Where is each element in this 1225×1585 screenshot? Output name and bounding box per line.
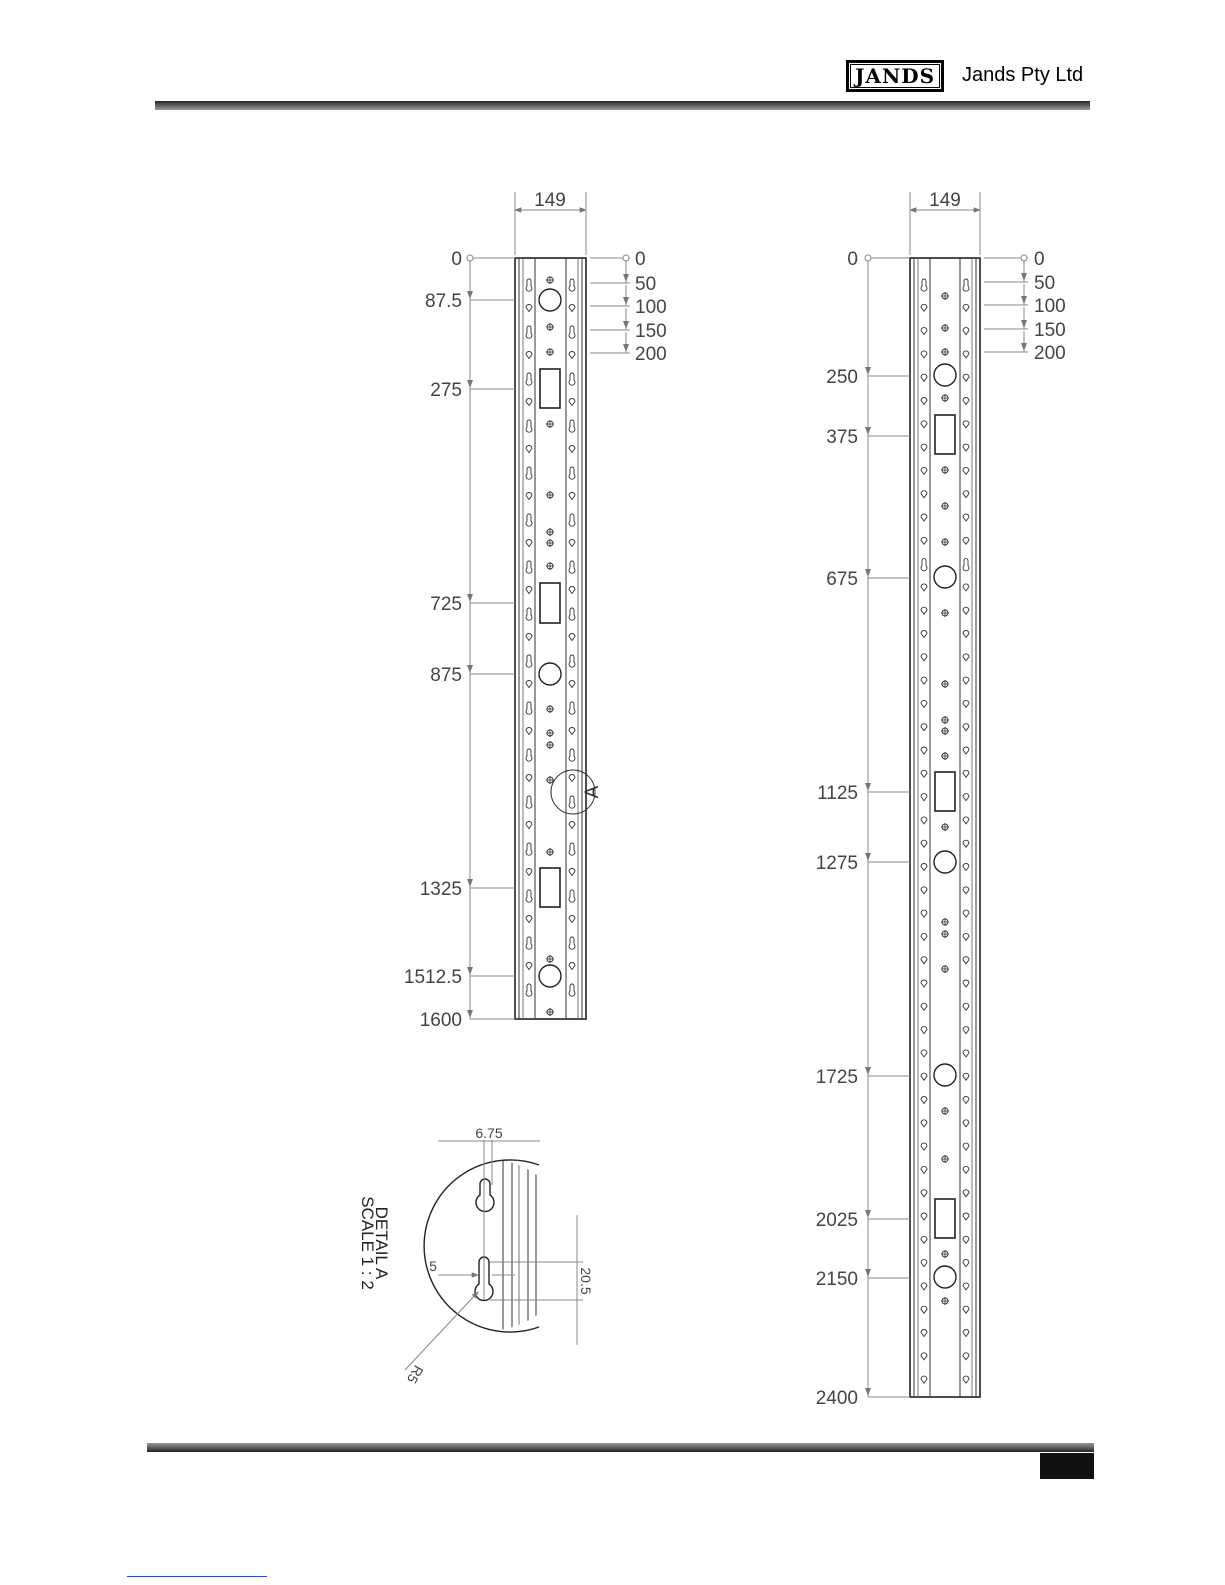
detail-title: DETAIL A bbox=[372, 1206, 391, 1280]
detail-dim-right: 20.5 bbox=[578, 1267, 594, 1295]
mounting-slot bbox=[569, 279, 575, 291]
dimension-label: 50 bbox=[1034, 273, 1056, 294]
width-label: 149 bbox=[534, 190, 566, 211]
mounting-slot bbox=[526, 467, 532, 479]
mounting-slot bbox=[921, 279, 927, 291]
dimension-label: 100 bbox=[1034, 296, 1066, 317]
dimension-label: 2025 bbox=[815, 1210, 858, 1231]
mounting-slot bbox=[569, 796, 575, 808]
mounting-slot bbox=[569, 467, 575, 479]
detail-scale: SCALE 1 : 2 bbox=[358, 1196, 377, 1290]
dimension-label: 1725 bbox=[815, 1067, 858, 1088]
mounting-slot bbox=[569, 608, 575, 620]
mounting-slot bbox=[569, 373, 575, 385]
mounting-slot bbox=[569, 420, 575, 432]
mounting-slot bbox=[526, 937, 532, 949]
detail-dim-top: 6.75 bbox=[475, 1125, 503, 1141]
mounting-slot bbox=[569, 561, 575, 573]
mounting-slot bbox=[526, 890, 532, 902]
detail-a bbox=[358, 1125, 594, 1386]
mounting-slot bbox=[569, 843, 575, 855]
dimension-label: 0 bbox=[635, 249, 646, 270]
dimension-label: 1125 bbox=[817, 783, 858, 804]
mounting-slot bbox=[526, 420, 532, 432]
mounting-slot bbox=[569, 702, 575, 714]
dimension-label: 1275 bbox=[815, 853, 858, 874]
mounting-slot bbox=[569, 655, 575, 667]
mounting-slot bbox=[569, 514, 575, 526]
footer-rule bbox=[147, 1443, 1094, 1452]
mounting-slot bbox=[526, 373, 532, 385]
dimension-label: 50 bbox=[635, 274, 657, 295]
dimension-label: 150 bbox=[1034, 320, 1066, 341]
dimension-label: 375 bbox=[826, 427, 858, 448]
dimension-label: 100 bbox=[635, 297, 667, 318]
dimension-label: 200 bbox=[635, 344, 667, 365]
mounting-slot bbox=[963, 559, 969, 571]
footer-link-underline bbox=[127, 1576, 267, 1577]
mounting-slot bbox=[526, 608, 532, 620]
dimension-label: 150 bbox=[635, 321, 667, 342]
mounting-slot bbox=[526, 796, 532, 808]
dimension-label: 875 bbox=[430, 665, 462, 686]
width-label-right: 149 bbox=[929, 190, 961, 211]
mounting-slot bbox=[569, 749, 575, 761]
mounting-slot bbox=[526, 514, 532, 526]
dimension-label: 1325 bbox=[419, 879, 462, 900]
dimension-label: 2400 bbox=[815, 1388, 858, 1409]
dimension-label: 0 bbox=[1034, 249, 1045, 270]
detail-dim-radius: R5 bbox=[403, 1362, 427, 1387]
mounting-slot bbox=[526, 279, 532, 291]
mounting-slot bbox=[569, 937, 575, 949]
dimension-label: 675 bbox=[826, 569, 858, 590]
dimension-label: 0 bbox=[451, 249, 462, 270]
mounting-slot bbox=[569, 984, 575, 996]
mounting-slot bbox=[921, 559, 927, 571]
dimension-label: 200 bbox=[1034, 343, 1066, 364]
dimension-label: 87.5 bbox=[425, 291, 462, 312]
detail-a-callout-label: A bbox=[582, 785, 603, 799]
dimension-label: 2150 bbox=[815, 1269, 858, 1290]
mounting-slot bbox=[526, 561, 532, 573]
page-number bbox=[1040, 1453, 1094, 1479]
mounting-slot bbox=[526, 749, 532, 761]
mounting-slot bbox=[526, 326, 532, 338]
dimension-label: 1600 bbox=[419, 1010, 462, 1031]
mounting-slot bbox=[526, 843, 532, 855]
dimension-label: 250 bbox=[826, 367, 858, 388]
rail-2400 bbox=[816, 190, 1066, 1409]
mounting-slot bbox=[963, 279, 969, 291]
company-name: Jands Pty Ltd bbox=[962, 64, 1084, 86]
rail-1600 bbox=[404, 190, 667, 1031]
dimension-label: 0 bbox=[847, 249, 858, 270]
dimension-label: 725 bbox=[430, 594, 462, 615]
mounting-slot bbox=[569, 326, 575, 338]
mounting-slot bbox=[569, 890, 575, 902]
dimension-label: 275 bbox=[430, 380, 462, 401]
detail-dim-left: 5 bbox=[429, 1258, 437, 1274]
logo-text: JANDS bbox=[850, 64, 940, 88]
mounting-slot bbox=[526, 655, 532, 667]
mounting-slot bbox=[526, 702, 532, 714]
mounting-slot bbox=[526, 984, 532, 996]
dimension-label: 1512.5 bbox=[403, 967, 462, 988]
